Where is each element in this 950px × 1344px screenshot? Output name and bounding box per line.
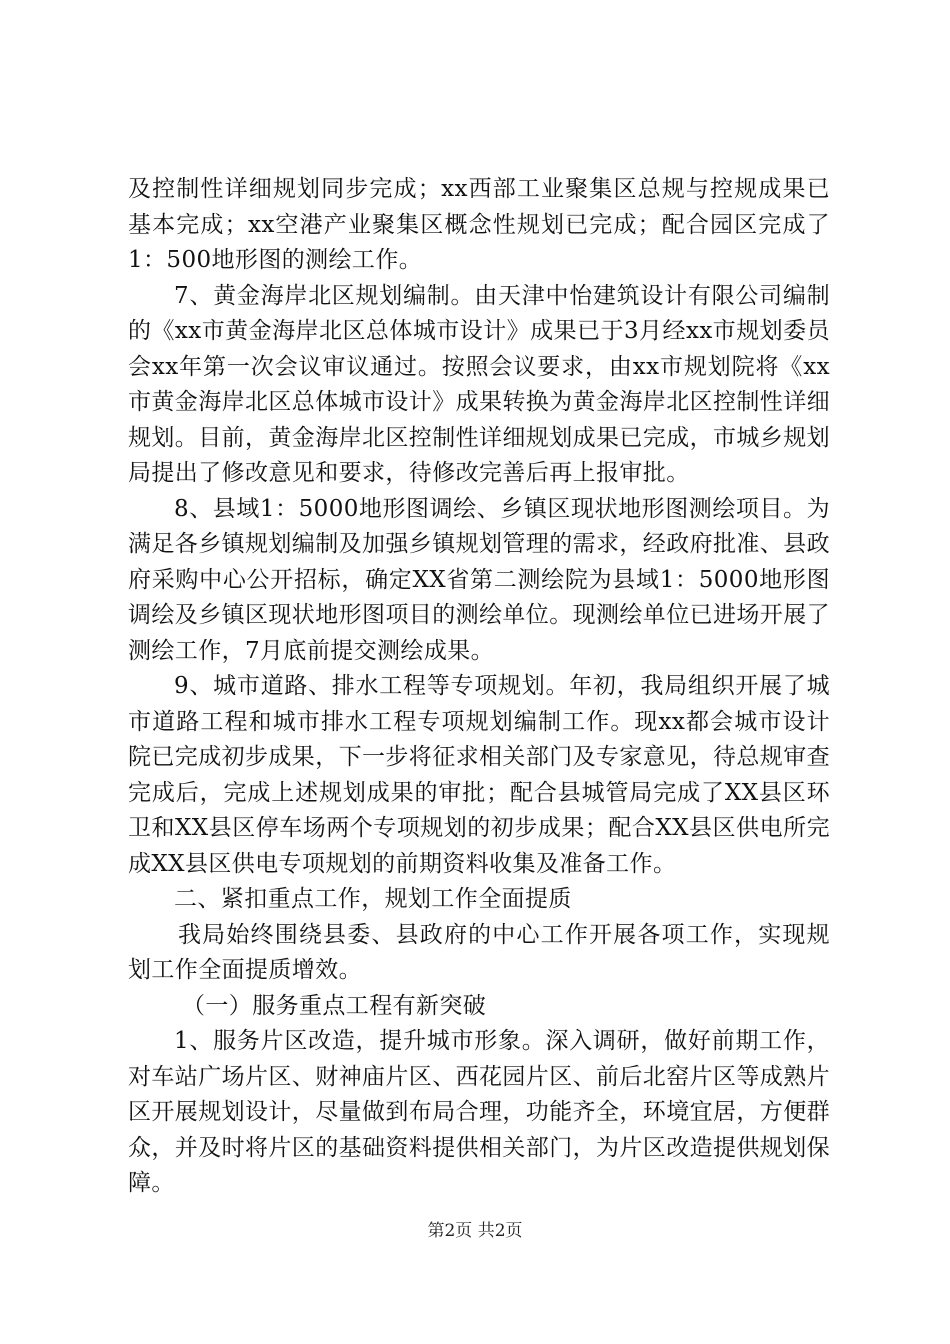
- page-footer: 第2页 共2页: [427, 1221, 523, 1241]
- paragraph-intro: 我局始终围绕县委、县政府的中心工作开展各项工作，实现规划工作全面提质增效。: [128, 921, 830, 983]
- paragraph-item-1: 1、服务片区改造，提升城市形象。深入调研，做好前期工作，对车站广场片区、财神庙片区、西花园片区、前后北窑片区等成熟片区开展规划设计，尽量做到布局合理，功能齐全，环境宜居，方便群众，并及时将片区的基础资料提供相关部门，为片区改造提供规划保障。: [128, 1028, 830, 1196]
- section-heading-2: 二、紧扣重点工作，规划工作全面提质: [174, 886, 572, 912]
- paragraph-continuation: 及控制性详细规划同步完成；xx西部工业聚集区总规与控规成果已基本完成；xx空港产业聚集区概念性规划已完成；配合园区完成了1：500地形图的测绘工作。: [128, 176, 830, 273]
- document-body: [128, 172, 830, 1202]
- paragraph-item-9: 9、城市道路、排水工程等专项规划。年初，我局组织开展了城市道路工程和城市排水工程专项规划编制工作。现xx都会城市设计院已完成初步成果，下一步将征求相关部门及专家意见，待总规审查完成后，完成上述规划成果的审批；配合县城管局完成了XX县区环卫和XX县区停车场两个专项规划的初步成果；配合XX县区供电所完成XX县区供电专项规划的前期资料收集及准备工作。: [128, 673, 830, 877]
- paragraph-item-8: 8、县域1：5000地形图调绘、乡镇区现状地形图测绘项目。为满足各乡镇规划编制及加强乡镇规划管理的需求，经政府批准、县政府采购中心公开招标，确定XX省第二测绘院为县域1：5000地形图调绘及乡镇区现状地形图项目的测绘单位。现测绘单位已进场开展了测绘工作，7月底前提交测绘成果。: [128, 495, 830, 664]
- paragraph-item-7: 7、黄金海岸北区规划编制。由天津中怡建筑设计有限公司编制的《xx市黄金海岸北区总体城市设计》成果已于3月经xx市规划委员会xx年第一次会议审议通过。按照会议要求，由xx市规划院将《xx市黄金海岸北区总体城市设计》成果转换为黄金海岸北区控制性详细规划。目前，黄金海岸北区控制性详细规划成果已完成，市城乡规划局提出了修改意见和要求，待修改完善后再上报审批。: [128, 282, 830, 486]
- subsection-heading-1: （一）服务重点工程有新突破: [182, 992, 487, 1019]
